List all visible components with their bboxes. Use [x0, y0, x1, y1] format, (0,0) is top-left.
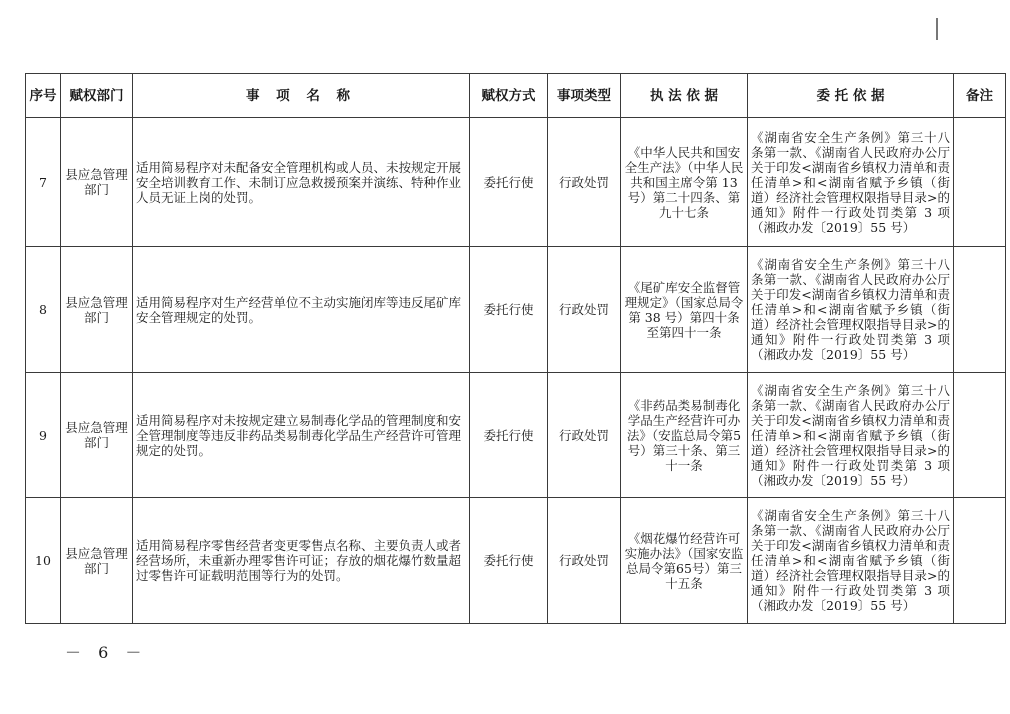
header-row — [26, 74, 1006, 118]
row-basis: 《烟花爆竹经营许可实施办法》（国家安监总局令第65号）第三十五条 — [621, 498, 748, 624]
row-remark — [954, 498, 1006, 624]
row-basis: 《尾矿库安全监督管理规定》（国家总局令第 38 号）第四十条至第四十一条 — [621, 247, 748, 373]
row-entrust: 《湖南省安全生产条例》第三十八条第一款、《湖南省人民政府办公厅关于印发<湖南省乡镇权力清单和责任清单>和<湖南省赋予乡镇（街道）经济社会管理权限指导目录>的通知》附件一行政处罚类第 3 项（湘政办发〔2019〕55 号） — [748, 373, 954, 498]
header-basis: 执 法 依 据 — [621, 74, 748, 118]
row-mode: 委托行使 — [470, 373, 548, 498]
row-basis: 《中华人民共和国安全生产法》（中华人民共和国主席令第 13 号）第二十四条、第九十七条 — [621, 118, 748, 247]
row-remark — [954, 373, 1006, 498]
row-mode: 委托行使 — [470, 118, 548, 247]
row-name: 适用简易程序对生产经营单位不主动实施闭库等违反尾矿库安全管理规定的处罚。 — [133, 247, 470, 373]
row-dept: 县应急管理部门 — [61, 118, 133, 247]
row-type: 行政处罚 — [548, 118, 621, 247]
row-name: 适用简易程序对未按规定建立易制毒化学品的管理制度和安全管理制度等违反非药品类易制毒化学品生产经营许可管理规定的处罚。 — [133, 373, 470, 498]
table-row — [26, 373, 1006, 498]
header-dept: 赋权部门 — [61, 74, 133, 118]
authority-table — [25, 73, 1006, 624]
row-no: 9 — [26, 373, 61, 498]
page-number: － 6 － — [65, 643, 148, 662]
row-basis: 《非药品类易制毒化学品生产经营许可办法》（安监总局令第5号）第三十条、第三十一条 — [621, 373, 748, 498]
header-type: 事项类型 — [548, 74, 621, 118]
row-dept: 县应急管理部门 — [61, 247, 133, 373]
row-mode: 委托行使 — [470, 247, 548, 373]
scan-mark — [936, 18, 938, 40]
row-entrust: 《湖南省安全生产条例》第三十八条第一款、《湖南省人民政府办公厅关于印发<湖南省乡镇权力清单和责任清单>和<湖南省赋予乡镇（街道）经济社会管理权限指导目录>的通知》附件一行政处罚类第 3 项（湘政办发〔2019〕55 号） — [748, 498, 954, 624]
row-type: 行政处罚 — [548, 498, 621, 624]
table-row — [26, 247, 1006, 373]
row-type: 行政处罚 — [548, 247, 621, 373]
header-mode: 赋权方式 — [470, 74, 548, 118]
row-dept: 县应急管理部门 — [61, 373, 133, 498]
header-entrust: 委 托 依 据 — [748, 74, 954, 118]
row-entrust: 《湖南省安全生产条例》第三十八条第一款、《湖南省人民政府办公厅关于印发<湖南省乡镇权力清单和责任清单>和<湖南省赋予乡镇（街道）经济社会管理权限指导目录>的通知》附件一行政处罚类第 3 项（湘政办发〔2019〕55 号） — [748, 247, 954, 373]
row-mode: 委托行使 — [470, 498, 548, 624]
table-row — [26, 118, 1006, 247]
row-no: 8 — [26, 247, 61, 373]
row-entrust: 《湖南省安全生产条例》第三十八条第一款、《湖南省人民政府办公厅关于印发<湖南省乡镇权力清单和责任清单>和<湖南省赋予乡镇（街道）经济社会管理权限指导目录>的通知》附件一行政处罚类第 3 项（湘政办发〔2019〕55 号） — [748, 118, 954, 247]
row-type: 行政处罚 — [548, 373, 621, 498]
header-name: 事 项 名 称 — [133, 74, 470, 118]
row-name: 适用简易程序零售经营者变更零售点名称、主要负责人或者经营场所，未重新办理零售许可证；存放的烟花爆竹数量超过零售许可证载明范围等行为的处罚。 — [133, 498, 470, 624]
row-no: 10 — [26, 498, 61, 624]
row-no: 7 — [26, 118, 61, 247]
row-dept: 县应急管理部门 — [61, 498, 133, 624]
header-no: 序号 — [26, 74, 61, 118]
row-remark — [954, 118, 1006, 247]
header-remark: 备注 — [954, 74, 1006, 118]
row-name: 适用简易程序对未配备安全管理机构或人员、未按规定开展安全培训教育工作、未制订应急救援预案并演练、特种作业人员无证上岗的处罚。 — [133, 118, 470, 247]
table-row — [26, 498, 1006, 624]
row-remark — [954, 247, 1006, 373]
